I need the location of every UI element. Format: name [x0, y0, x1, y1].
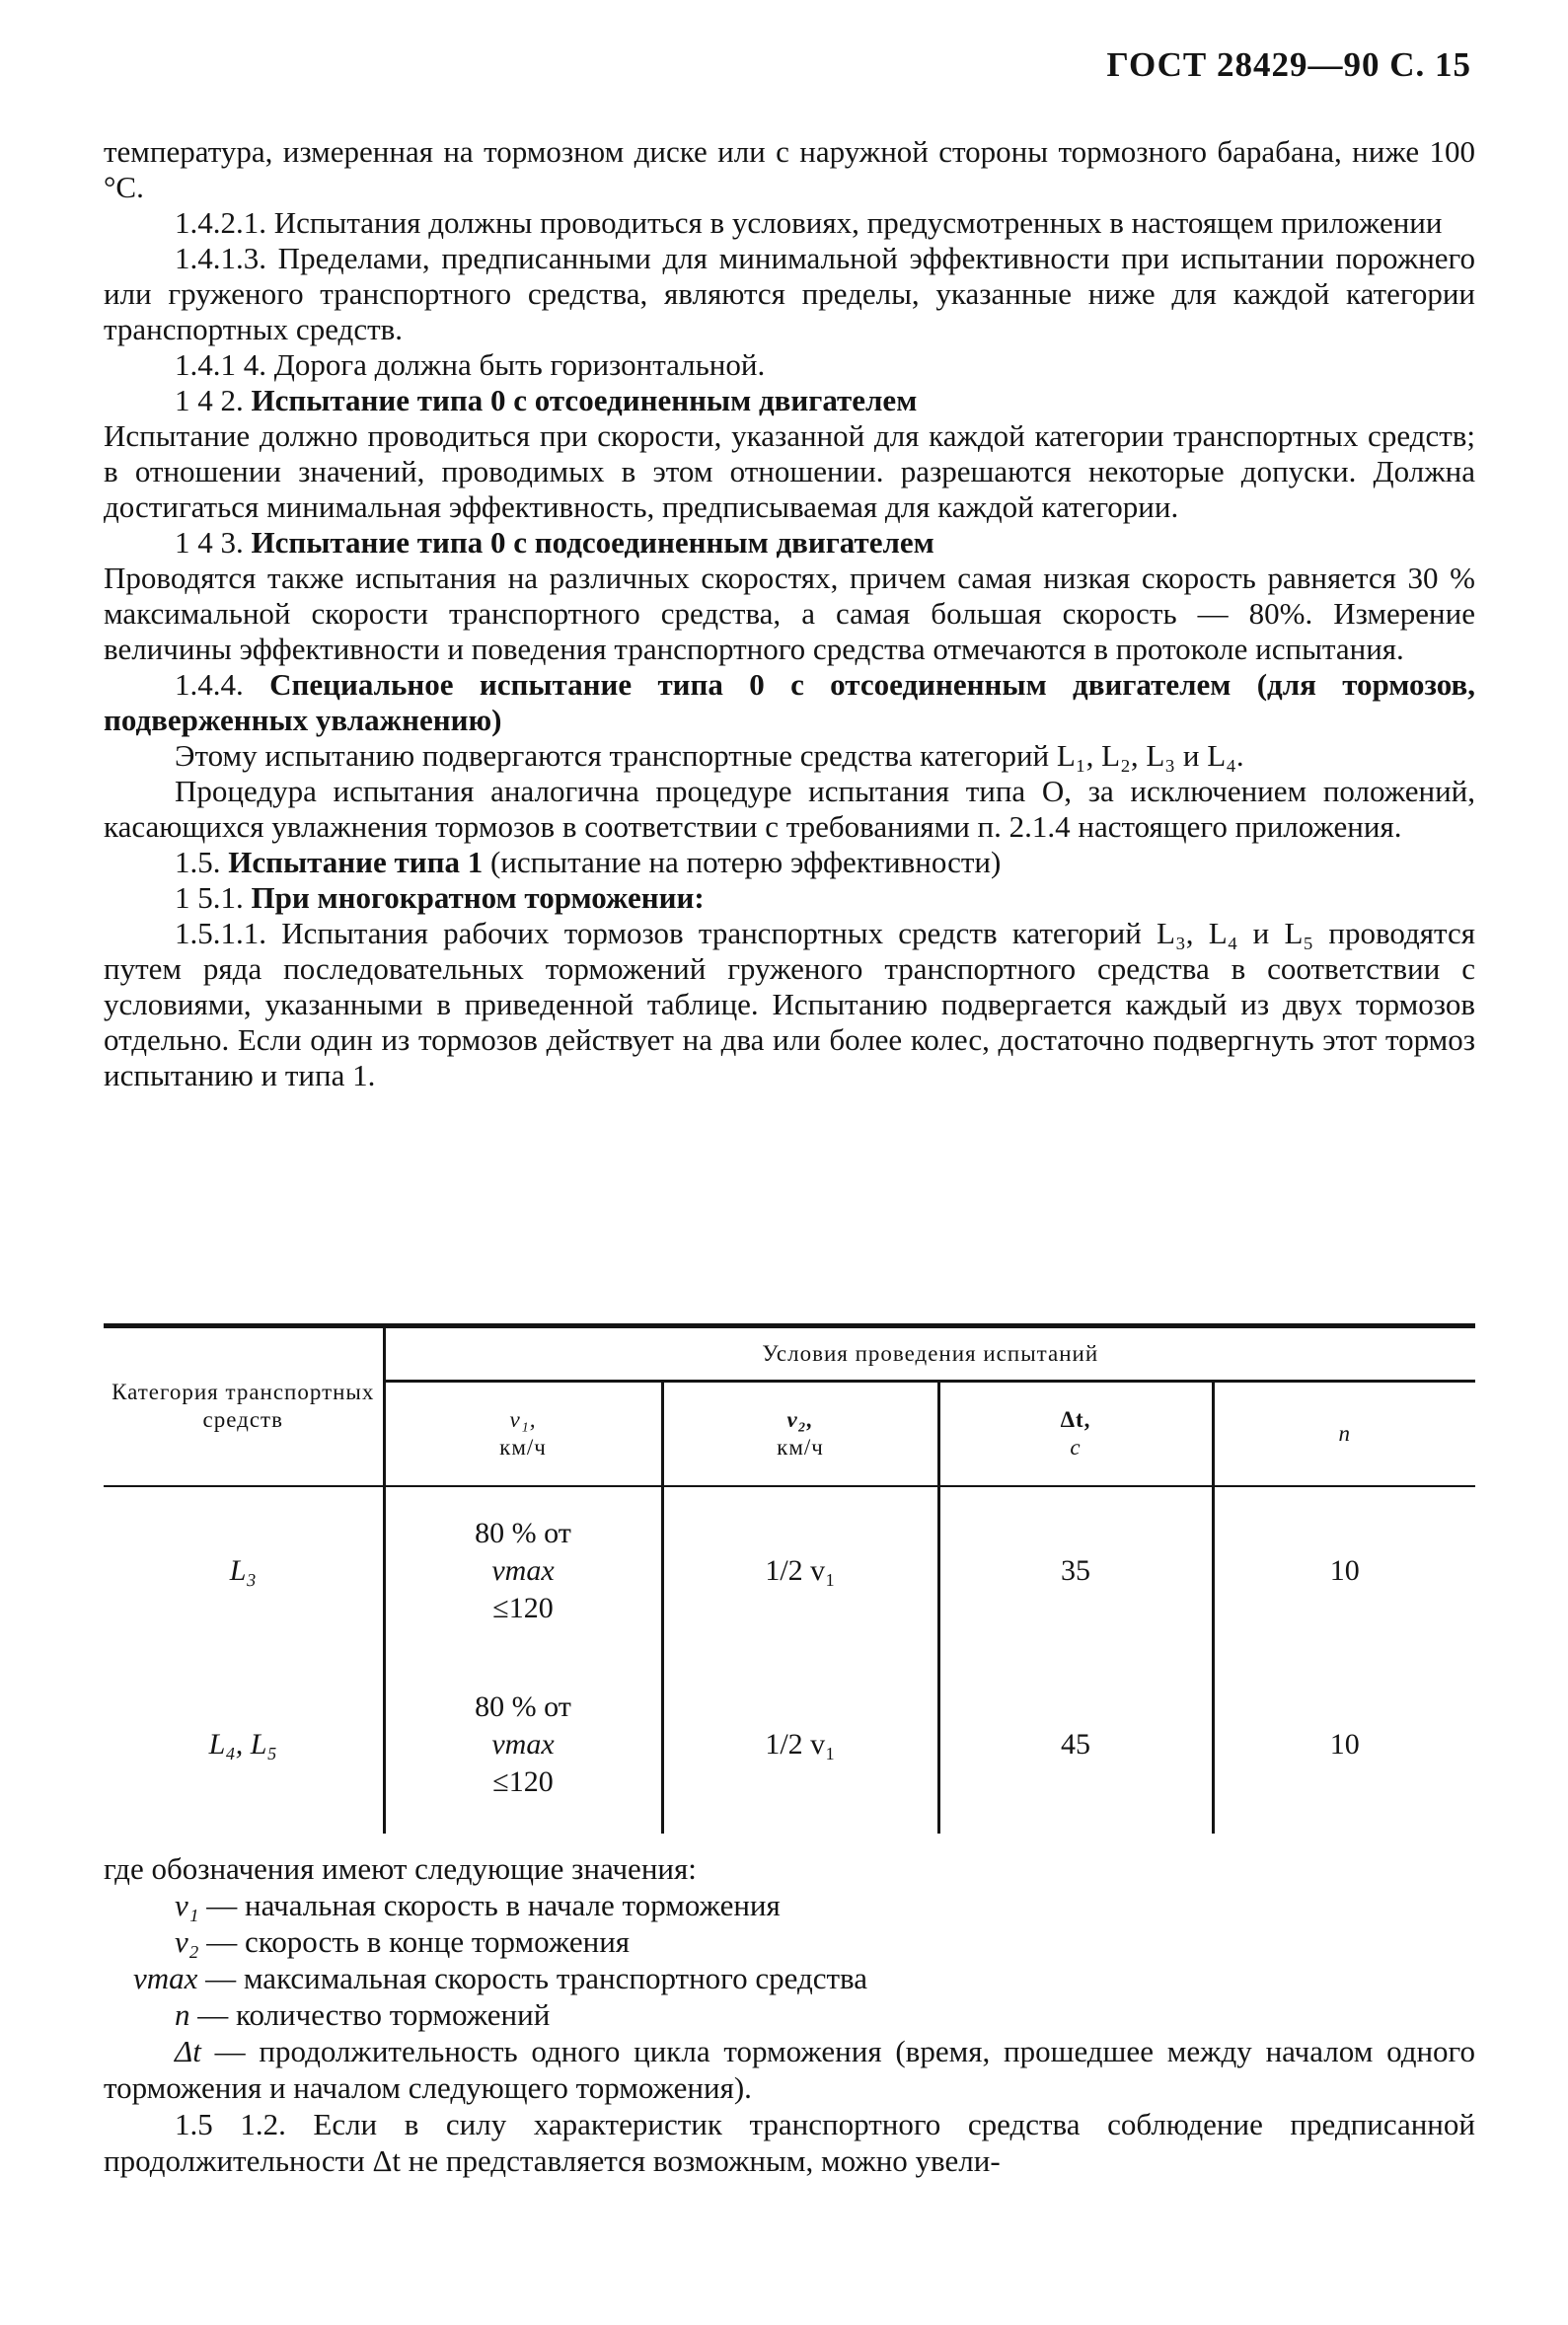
test-conditions-table	[104, 1323, 1475, 1834]
legend-item: vmax — максимальная скорость транспортного средства	[133, 1961, 868, 1995]
section-number: 1 5.1.	[175, 880, 244, 915]
header-test-conditions: Условия проведения испытаний	[384, 1326, 1475, 1382]
page-header: ГОСТ 28429—90 С. 15	[1106, 45, 1471, 84]
header-category: Категория транспортных средств	[104, 1326, 384, 1486]
cell-dt: 45	[938, 1656, 1213, 1834]
paragraph: 1.4.1 4. Дорога должна быть горизонтальной.	[175, 347, 766, 382]
legend-item: v₂ — скорость в конце торможения	[175, 1924, 631, 1959]
notation-legend	[104, 1850, 1475, 2179]
section-title: При многократном торможении:	[251, 880, 705, 915]
cell-dt: 35	[938, 1486, 1213, 1656]
paragraph: Испытание должно проводиться при скорости, указанной для каждой категории транспортных средств; в отношении значений, проводимых в этом отношении. разрешаются некоторые допуски. Должна достигаться минимальная эффективность, предписываемая для каждой категории.	[104, 418, 1475, 524]
paragraph: Процедура испытания аналогична процедуре испытания типа О, за исключением положений, касающихся увлажнения тормозов в соответствии с требованиями п. 2.1.4 настоящего приложения.	[104, 774, 1475, 844]
cell-category: L₄, L₅	[208, 1727, 277, 1761]
legend-item: n — количество торможений	[175, 1997, 551, 2032]
paragraph: 1.5.1.1. Испытания рабочих тормозов транспортных средств категорий L₃, L₄ и L₅ проводятся путем ряда последовательных торможений груженого транспортного средства в соответствии с условиями, указанными в приведенной таблице. Испытанию подвергается каждый из двух тормозов отдельно. Если один из тормозов действует на два или более колес, достаточно подвергнуть этот тормоз испытанию и типа 1.	[104, 916, 1475, 1092]
section-number: 1.5.	[175, 845, 221, 879]
section-title-rest: (испытание на потерю эффективности)	[483, 845, 1002, 879]
paragraph: температура, измеренная на тормозном диске или с наружной стороны тормозного барабана, ниже 100 °С.	[104, 134, 1475, 204]
section-title: Испытание типа 1	[228, 845, 484, 879]
section-heading	[104, 525, 1475, 561]
cell-n: 10	[1213, 1656, 1475, 1834]
table-row	[104, 1486, 1475, 1656]
header-v1: v₁, км/ч	[384, 1382, 662, 1486]
section-title: Испытание типа 0 с подсоединенным двигателем	[251, 525, 934, 560]
section-title: Испытание типа 0 с отсоединенным двигателем	[251, 383, 918, 417]
paragraph: Проводятся также испытания на различных скоростях, причем самая низкая скорость равняется 30 % максимальной скорости транспортного средства, а самая большая скорость — 80%. Измерение величины эффективности и поведения транспортного средства отмечаются в протоколе испытания.	[104, 561, 1475, 666]
section-number: 1 4 3.	[175, 525, 244, 560]
header-dt: Δt, с	[938, 1382, 1213, 1486]
section-heading	[104, 667, 1475, 738]
legend-intro: где обозначения имеют следующие значения:	[104, 1851, 697, 1886]
cell-v2: 1/2 v₁	[662, 1656, 938, 1834]
header-n: n	[1213, 1382, 1475, 1486]
cell-v1: 80 % от vmax ≤120	[384, 1486, 662, 1656]
legend-item: Δt — продолжительность одного цикла торможения (время, прошедшее между началом одного торможения и началом следующего торможения).	[104, 2034, 1475, 2105]
legend-item: v₁ — начальная скорость в начале торможения	[175, 1888, 781, 1922]
section-heading	[104, 880, 1475, 916]
section-title: Специальное испытание типа 0 с отсоединенным двигателем (для тормозов, подверженных увлажнению)	[104, 667, 1475, 737]
header-v2: v₂, км/ч	[662, 1382, 938, 1486]
cell-n: 10	[1213, 1486, 1475, 1656]
cell-v1: 80 % от vmax ≤120	[384, 1656, 662, 1834]
section-heading	[104, 383, 1475, 418]
section-heading	[104, 845, 1475, 880]
section-number: 1.4.4.	[175, 667, 244, 702]
section-number: 1 4 2.	[175, 383, 244, 417]
paragraph: 1.5 1.2. Если в силу характеристик транспортного средства соблюдение предписанной продолжительности Δt не представляется возможным, можно увели-	[104, 2107, 1475, 2178]
table-row	[104, 1656, 1475, 1834]
cell-v2: 1/2 v₁	[662, 1486, 938, 1656]
paragraph: Этому испытанию подвергаются транспортные средства категорий L₁, L₂, L₃ и L₄.	[175, 738, 1244, 773]
paragraph: 1.4.2.1. Испытания должны проводиться в условиях, предусмотренных в настоящем приложении	[175, 205, 1443, 240]
cell-category: L₃	[104, 1486, 384, 1656]
paragraph: 1.4.1.3. Пределами, предписанными для минимальной эффективности при испытании порожнего или груженого транспортного средства, являются пределы, указанные ниже для каждой категории транспортных средств.	[104, 241, 1475, 346]
document-body	[104, 134, 1475, 1093]
